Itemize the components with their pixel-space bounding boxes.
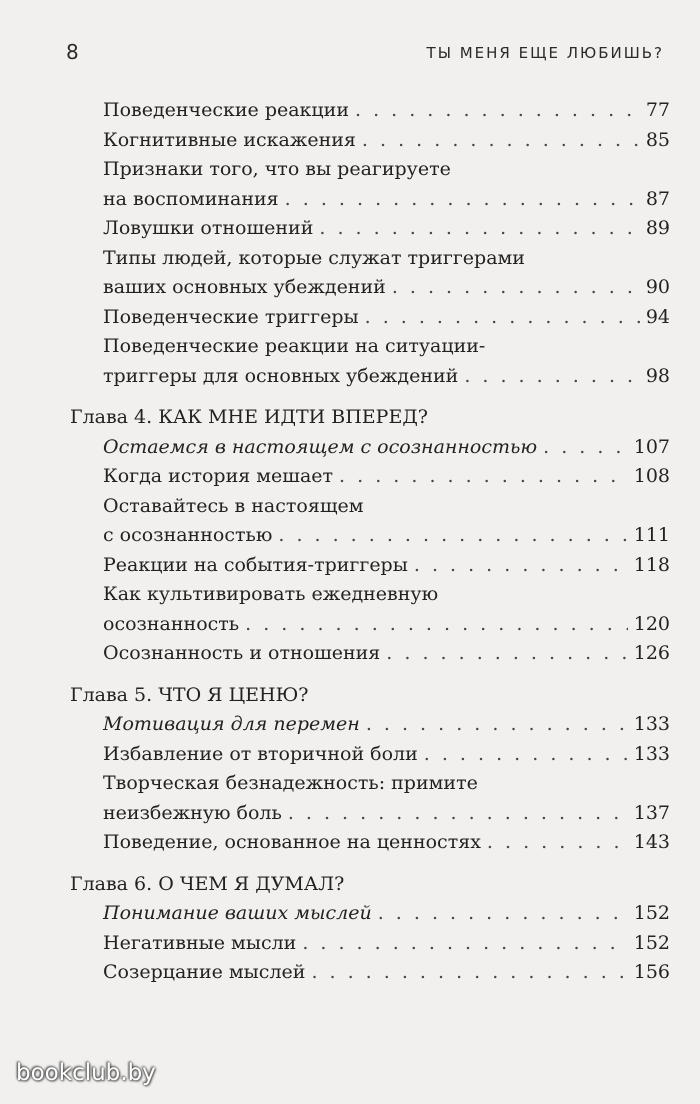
- chapter-heading: Глава 4. КАК МНЕ ИДТИ ВПЕРЕД?: [70, 406, 428, 428]
- dot-leader: [355, 96, 640, 126]
- toc-entry: [70, 185, 670, 215]
- toc-entry: [70, 521, 670, 551]
- dot-leader: [543, 433, 628, 463]
- toc-page-number: 87: [645, 187, 670, 210]
- toc-page-number: 107: [633, 435, 670, 458]
- dot-leader: [392, 273, 640, 303]
- toc-entry: [70, 96, 670, 126]
- toc-page-number: 152: [633, 931, 670, 954]
- toc-entry: [70, 362, 670, 392]
- page-number: 8: [66, 40, 79, 64]
- toc-entry-title: Негативные мысли: [103, 931, 297, 954]
- dot-leader: [414, 551, 628, 581]
- toc-page-number: 120: [633, 612, 670, 635]
- toc-entry: [70, 462, 670, 492]
- toc-entry: [70, 303, 670, 333]
- toc-entry: [70, 828, 670, 858]
- toc-entry: [70, 214, 670, 244]
- toc-page-number: 118: [633, 553, 670, 576]
- toc-entry: [70, 958, 670, 988]
- toc-entry-title: осознанность: [103, 612, 240, 635]
- toc-entry-title: неизбежную боль: [103, 801, 282, 824]
- toc-page-number: 108: [633, 465, 670, 487]
- toc-entry: [70, 799, 670, 829]
- chapter-heading: Глава 5. ЧТО Я ЦЕНЮ?: [70, 683, 309, 706]
- toc-entry-title: Ловушки отношений: [103, 217, 314, 239]
- toc-page-number: 152: [633, 902, 670, 924]
- dot-leader: [319, 214, 639, 244]
- dot-leader: [245, 610, 628, 640]
- toc-entry: [70, 740, 670, 770]
- dot-leader: [285, 185, 640, 215]
- toc-page-number: 90: [645, 276, 670, 298]
- watermark-logo: bookclub.by: [16, 1060, 156, 1086]
- toc-page-number: 156: [633, 961, 670, 983]
- toc-entry-title: Понимание ваших мыслей: [103, 902, 372, 924]
- toc-entry: [70, 899, 670, 929]
- toc-entry-line: Признаки того, что вы реагируете: [103, 158, 451, 180]
- toc-entry-title: Поведенческие реакции: [103, 99, 349, 121]
- toc-entry-title: с осознанностью: [103, 524, 273, 546]
- dot-leader: [339, 462, 628, 492]
- dot-leader: [424, 740, 628, 770]
- toc-entry: [70, 126, 670, 156]
- dot-leader: [386, 639, 627, 669]
- toc-entry: [70, 610, 670, 640]
- toc-entry-line: Типы людей, которые служат триггерами: [103, 246, 525, 269]
- toc-entry: [70, 273, 670, 303]
- toc-page-number: 98: [645, 364, 670, 387]
- toc-page-number: 89: [645, 217, 670, 239]
- toc-page-number: 133: [633, 713, 670, 735]
- toc-entry: [70, 551, 670, 581]
- dot-leader: [302, 929, 627, 959]
- table-of-contents: [70, 96, 670, 988]
- chapter-heading: Глава 6. О ЧЕМ Я ДУМАЛ?: [70, 872, 345, 895]
- toc-entry-line: Творческая безнадежность: примите: [103, 772, 478, 794]
- dot-leader: [366, 710, 628, 740]
- toc-entry: [70, 639, 670, 669]
- dot-leader: [278, 521, 627, 551]
- toc-entry-title: Поведенческие триггеры: [103, 305, 359, 328]
- toc-entry-title: Избавление от вторичной боли: [103, 742, 418, 765]
- toc-page-number: 94: [645, 305, 670, 328]
- toc-page-number: 85: [645, 128, 670, 151]
- toc-entry-title: Поведение, основанное на ценностях: [103, 831, 481, 853]
- toc-entry-title: Созерцание мыслей: [103, 961, 306, 983]
- toc-entry-title: Когда история мешает: [103, 465, 334, 487]
- dot-leader: [311, 958, 627, 988]
- toc-entry: [70, 929, 670, 959]
- toc-page-number: 126: [633, 642, 670, 664]
- toc-entry-line: Как культивировать ежедневную: [103, 583, 439, 605]
- toc-entry: [70, 710, 670, 740]
- toc-entry-title: на воспоминания: [103, 187, 279, 210]
- toc-page-number: 77: [645, 99, 670, 121]
- toc-page-number: 133: [633, 742, 670, 765]
- dot-leader: [464, 362, 640, 392]
- toc-page-number: 143: [633, 831, 670, 853]
- toc-entry-line: Оставайтесь в настоящем: [103, 494, 364, 517]
- toc-page-number: 111: [633, 524, 670, 546]
- toc-entry-title: Осознанность и отношения: [103, 642, 381, 664]
- toc-entry-title: Остаемся в настоящем с осознанностью: [103, 435, 538, 458]
- dot-leader: [365, 303, 640, 333]
- toc-entry-title: ваших основных убеждений: [103, 276, 386, 298]
- dot-leader: [378, 899, 628, 929]
- toc-entry-title: Когнитивные искажения: [103, 128, 356, 151]
- dot-leader: [487, 828, 628, 858]
- toc-entry-title: триггеры для основных убеждений: [103, 364, 459, 387]
- toc-page-number: 137: [633, 801, 670, 824]
- toc-entry: [70, 433, 670, 463]
- dot-leader: [362, 126, 640, 156]
- toc-entry-title: Мотивация для перемен: [103, 713, 360, 735]
- toc-entry-line: Поведенческие реакции на ситуации-: [103, 335, 486, 357]
- toc-entry-title: Реакции на события-триггеры: [103, 553, 408, 576]
- dot-leader: [288, 799, 628, 829]
- running-title: ТЫ МЕНЯ ЕЩЕ ЛЮБИШЬ?: [426, 44, 664, 62]
